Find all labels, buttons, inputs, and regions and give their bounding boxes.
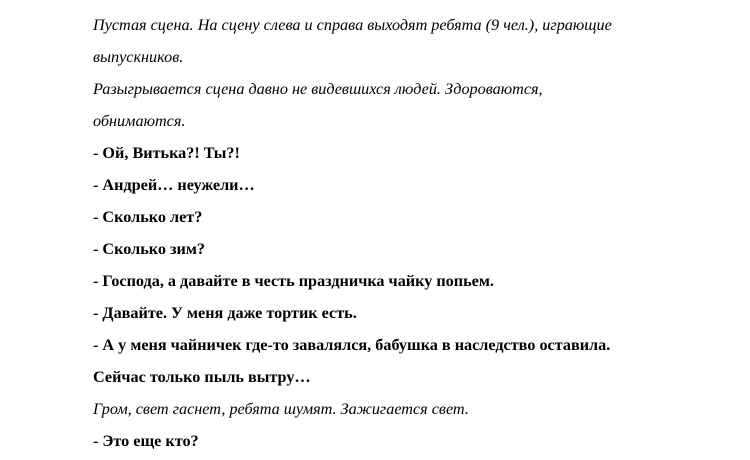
stage-direction-line: Разыгрывается сцена давно не видевшихся людей. Здороваются,: [93, 80, 543, 98]
dialogue-line: - Сколько лет?: [93, 208, 203, 226]
stage-direction-line: обнимаются.: [93, 112, 186, 130]
stage-direction-line: Пустая сцена. На сцену слева и справа выходят ребята (9 чел.), играющие: [93, 16, 612, 34]
dialogue-line: - Это еще кто?: [93, 432, 199, 450]
script-text: [93, 12, 743, 460]
stage-direction-line: выпускников.: [93, 48, 184, 66]
dialogue-line: - Андрей… неужели…: [93, 176, 255, 194]
dialogue-line: - Господа, а давайте в честь праздничка чайку попьем.: [93, 272, 494, 290]
dialogue-line: Сейчас только пыль вытру…: [93, 368, 311, 386]
stage-direction-line: Гром, свет гаснет, ребята шумят. Зажигается свет.: [93, 400, 469, 418]
dialogue-line: - Сколько зим?: [93, 240, 205, 258]
dialogue-line: - А у меня чайничек где-то завалялся, бабушка в наследство оставила.: [93, 336, 611, 354]
dialogue-line: - Ой, Витька?! Ты?!: [93, 144, 240, 162]
dialogue-line: - Давайте. У меня даже тортик есть.: [93, 304, 357, 322]
